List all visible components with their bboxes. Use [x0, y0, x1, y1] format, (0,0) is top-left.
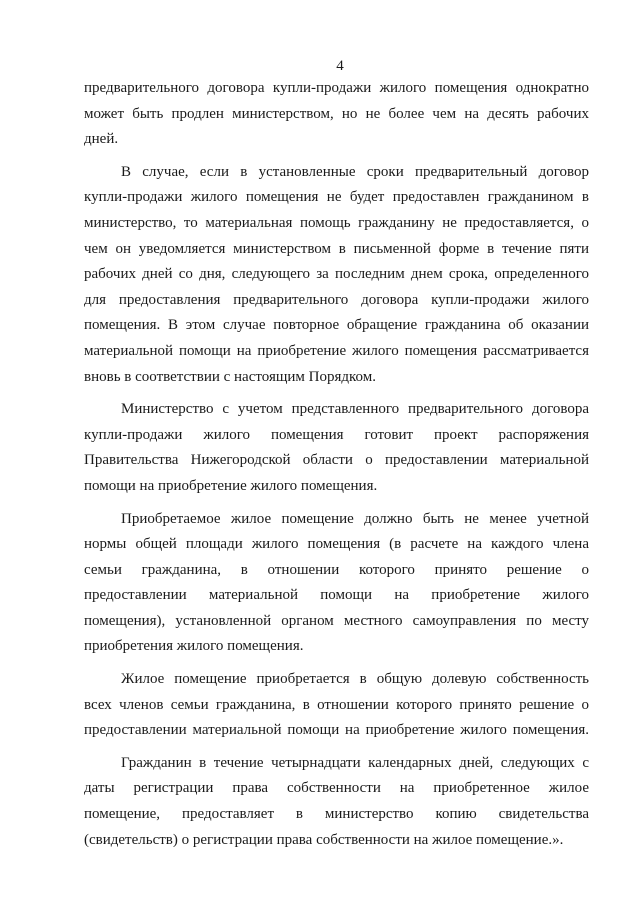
text-line: помещение, предоставляет в министерство копию свидетельства — [84, 806, 589, 823]
text-line: даты регистрации права собственности на приобретенное жилое — [84, 780, 589, 797]
paragraph-4 — [84, 507, 589, 661]
text-line: (свидетельств) о регистрации права собственности на жилое помещение.». — [84, 831, 564, 848]
text-line: семьи гражданина, в отношении которого принято решение о — [84, 561, 589, 578]
text-line: дней. — [84, 131, 119, 148]
page-number: 4 — [336, 58, 344, 74]
text-line: чем он уведомляется министерством в письменной форме в течение пяти — [84, 240, 589, 257]
text-line: предварительного договора купли-продажи жилого помещения однократно — [84, 80, 589, 96]
text-line: помещения. В этом случае повторное обращение гражданина об оказании — [84, 317, 589, 334]
text-line: рабочих дней со дня, следующего за последним днем срока, определенного — [84, 266, 589, 283]
text-line: помещения), установленной органом местного самоуправления по месту — [84, 612, 589, 629]
text-line: Министерство с учетом представленного предварительного договора — [121, 401, 589, 418]
text-line: Приобретаемое жилое помещение должно быть не менее учетной — [121, 510, 589, 527]
document-body — [84, 76, 589, 853]
text-line: Гражданин в течение четырнадцати календарных дней, следующих с — [121, 754, 589, 771]
text-line: предоставлении материальной помощи на приобретение жилого помещения. — [84, 722, 589, 739]
paragraph-2 — [84, 160, 589, 390]
paragraph-3 — [84, 397, 589, 499]
text-line: вновь в соответствии с настоящим Порядком. — [84, 368, 377, 385]
text-line: предоставлении материальной помощи на приобретение жилого — [84, 587, 589, 604]
text-line: купли-продажи жилого помещения не будет предоставлен гражданином в — [84, 189, 589, 206]
paragraph-6 — [84, 751, 589, 853]
text-line: Жилое помещение приобретается в общую долевую собственность — [121, 671, 589, 688]
paragraph-5 — [84, 667, 589, 744]
text-line: приобретения жилого помещения. — [84, 638, 304, 655]
text-line: В случае, если в установленные сроки предварительный договор — [121, 163, 589, 180]
paragraph-1 — [84, 76, 589, 153]
text-line: материальной помощи на приобретение жилого помещения рассматривается — [84, 342, 589, 359]
text-line: Правительства Нижегородской области о предоставлении материальной — [84, 452, 589, 469]
text-line: для предоставления предварительного договора купли-продажи жилого — [84, 291, 589, 308]
text-line: нормы общей площади жилого помещения (в расчете на каждого члена — [84, 536, 589, 553]
text-line: министерство, то материальная помощь гражданину не предоставляется, о — [84, 214, 589, 231]
text-line: купли-продажи жилого помещения готовит проект распоряжения — [84, 426, 589, 443]
text-line: всех членов семьи гражданина, в отношении которого принято решение о — [84, 696, 589, 713]
text-line: может быть продлен министерством, но не более чем на десять рабочих — [84, 105, 589, 122]
text-line: помощи на приобретение жилого помещения. — [84, 477, 378, 494]
